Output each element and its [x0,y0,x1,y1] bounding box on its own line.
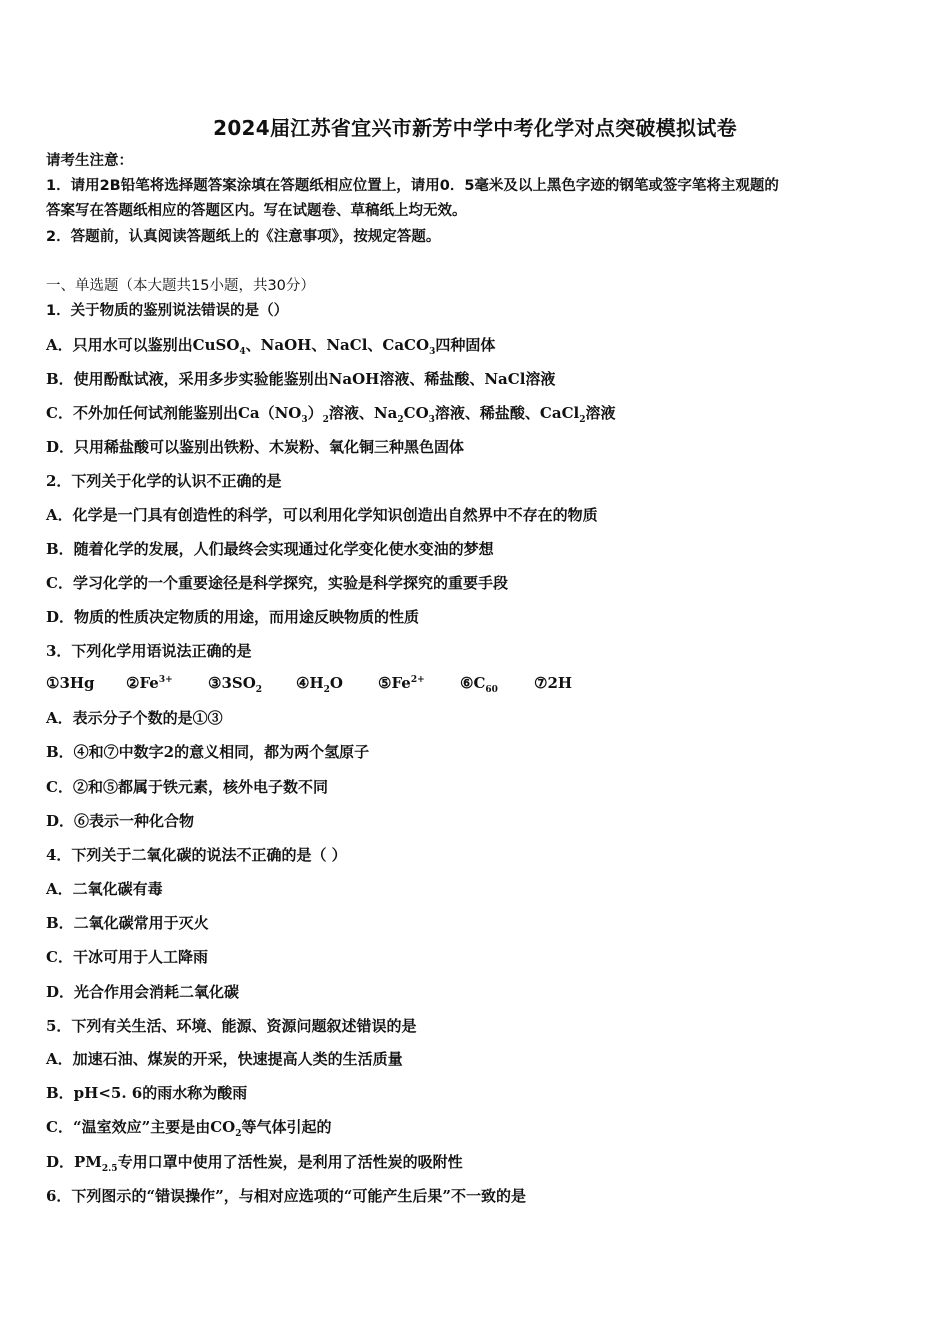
symbol-1: ①3Hg [46,674,95,692]
question-3-option-c: C．②和⑤都属于铁元素，核外电子数不同 [46,778,328,796]
question-1-stem: 1．关于物质的鉴别说法错误的是（） [46,303,289,319]
notice-heading: 请考生注意： [46,153,133,169]
question-1-option-b: B．使用酚酞试液，采用多步实验能鉴别出NaOH溶液、稀盐酸、NaCl溶液 [46,370,556,388]
symbol-7: ⑦2H [534,674,573,692]
question-5-option-b: B．pH<5. 6的雨水称为酸雨 [46,1084,248,1102]
page-title: 2024届江苏省宜兴市新芳中学中考化学对点突破模拟试卷 [213,116,737,140]
notice-item-1-line-1: 1．请用2B铅笔将选择题答案涂填在答题纸相应位置上，请用0．5毫米及以上黑色字迹的钢笔或签字笔将主观题的 [46,178,779,194]
question-1-option-c: C．不外加任何试剂能鉴别出$Ca(NO_3)_2$溶液、$Na_2CO_3$溶液、稀盐酸、CaCl$_2$溶液 [46,404,616,425]
question-1-option-d: D．只用稀盐酸可以鉴别出铁粉、木炭粉、氧化铜三种黑色固体 [46,438,465,456]
notice-item-1-line-2: 答案写在答题纸相应的答题区内。写在试题卷、草稿纸上均无效。 [46,203,467,219]
question-5-option-a: A．加速石油、煤炭的开采，快速提高人类的生活质量 [46,1050,403,1068]
question-2-stem: 2．下列关于化学的认识不正确的是 [46,472,282,490]
question-2-option-b: B．随着化学的发展，人们最终会实现通过化学变化使水变油的梦想 [46,540,494,558]
question-3-option-d: D．⑥表示一种化合物 [46,812,195,830]
question-3-option-b: B．④和⑦中数字2的意义相同，都为两个氢原子 [46,743,370,761]
question-1-option-a: A．只用水可以鉴别出CuSO$_4$、NaOH、NaCl、CaCO$_3$四种固体 [46,336,496,357]
symbol-2: $②Fe^{3+}$ [126,674,173,692]
question-2-option-d: D．物质的性质决定物质的用途，而用途反映物质的性质 [46,608,420,626]
question-2-option-c: C．学习化学的一个重要途径是科学探究，实验是科学探究的重要手段 [46,574,508,592]
question-4-stem: 4．下列关于二氧化碳的说法不正确的是（ ） [46,846,347,864]
question-6-stem: 6．下列图示的“错误操作”，与相对应选项的“可能产生后果”不一致的是 [46,1187,526,1205]
question-3-stem: 3．下列化学用语说法正确的是 [46,642,252,660]
question-3-option-a: A．表示分子个数的是①③ [46,709,223,727]
question-4-option-b: B．二氧化碳常用于灭火 [46,914,209,932]
question-4-option-d: D．光合作用会消耗二氧化碳 [46,983,240,1001]
question-4-option-c: C．干冰可用于人工降雨 [46,948,208,966]
question-4-option-a: A．二氧化碳有毒 [46,880,163,898]
question-2-option-a: A．化学是一门具有创造性的科学，可以利用化学知识创造出自然界中不存在的物质 [46,506,598,524]
symbol-6: $⑥C_{60}$ [460,674,498,695]
question-5-option-c: C．“温室效应”主要是由$CO_2$等气体引起的 [46,1118,332,1139]
symbol-4: $④H_2O$ [296,674,343,695]
question-5-option-d: D．$PM_{2.5}$专用口罩中使用了活性炭，是利用了活性炭的吸附性 [46,1153,463,1174]
question-5-stem: 5．下列有关生活、环境、能源、资源问题叙述错误的是 [46,1017,417,1035]
symbol-5: $⑤Fe^{2+}$ [378,674,425,692]
notice-item-2: 2．答题前，认真阅读答题纸上的《注意事项》，按规定答题。 [46,229,441,245]
symbol-3: $③3SO_2$ [208,674,263,695]
section-heading: 一、单选题（本大题共15小题，共30分） [46,278,315,294]
